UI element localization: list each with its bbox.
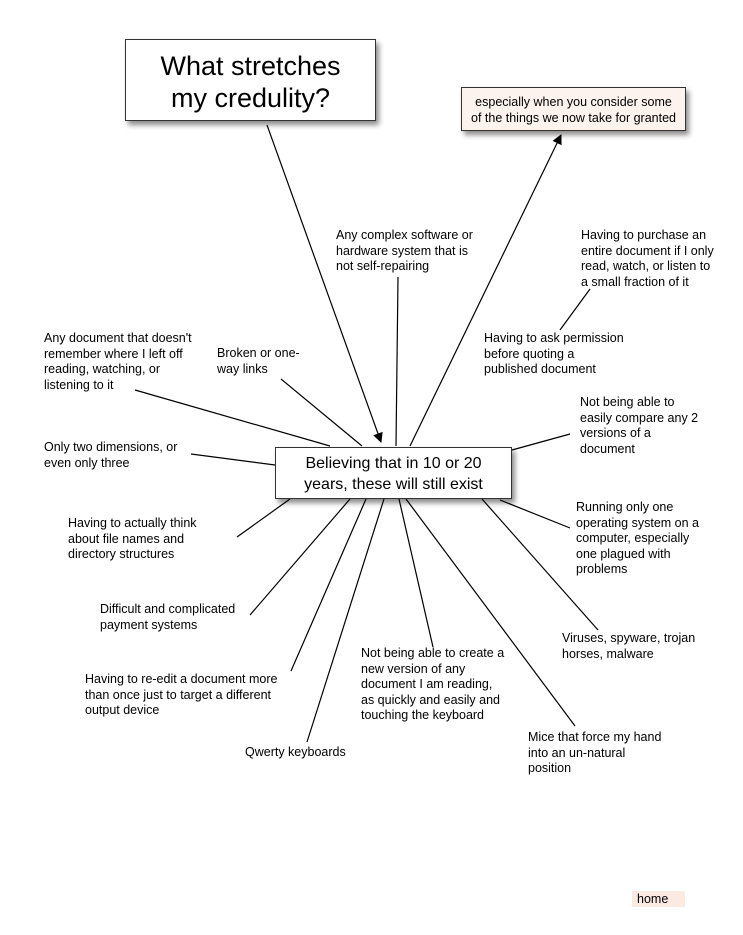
center-line-2: years, these will still exist <box>304 476 483 493</box>
item-payment-systems <box>100 602 235 633</box>
item-line: listening to it <box>44 377 114 392</box>
item-line: new version of any <box>361 661 466 676</box>
item-line: computer, especially <box>576 531 690 545</box>
line-complex-software <box>396 277 398 446</box>
item-line: Not being able to create a <box>361 646 505 660</box>
item-line: read, watch, or listen to <box>581 259 711 273</box>
item-line: position <box>528 761 572 775</box>
item-compare-versions <box>580 395 698 457</box>
item-line: Not being able to <box>580 395 675 409</box>
item-line: Any complex software or <box>336 228 473 242</box>
item-qwerty <box>245 745 346 761</box>
item-line: Running only one <box>576 500 674 514</box>
item-line: Having to re-edit a document more <box>85 672 278 686</box>
item-line: easily compare any 2 <box>580 410 699 425</box>
note-line-2: of the things we now take for granted <box>471 111 676 125</box>
arrow-title-to-center <box>267 125 381 442</box>
item-line: versions of a <box>580 426 651 440</box>
item-line: Broken or one- <box>217 346 300 360</box>
note-box <box>461 87 686 131</box>
item-line: Having to ask permission <box>484 331 624 345</box>
item-line: not self-repairing <box>336 259 430 273</box>
item-re-edit-document <box>85 672 277 719</box>
item-line: operating system on a <box>576 515 699 530</box>
item-line: document I am reading, <box>361 677 493 691</box>
item-complex-software <box>336 228 473 275</box>
item-one-operating-system <box>576 500 699 578</box>
item-broken-links <box>217 346 300 377</box>
item-purchase-entire-document <box>581 228 714 290</box>
item-line: one plagued with <box>576 546 671 561</box>
item-line: even only three <box>44 455 130 470</box>
item-line: Viruses, spyware, trojan <box>562 631 696 645</box>
item-line: Only two dimensions, or <box>44 440 178 454</box>
line-file-names <box>237 499 290 537</box>
item-viruses <box>562 631 695 662</box>
title-line-1: What stretches <box>160 51 341 81</box>
title-line-2: my credulity? <box>170 83 331 113</box>
item-line: published document <box>484 362 596 376</box>
line-compare-versions <box>512 434 570 450</box>
line-create-new-version <box>399 499 433 647</box>
line-document-remember <box>135 390 330 446</box>
item-line: touching the keyboard <box>361 708 485 722</box>
center-box <box>275 447 512 499</box>
item-document-remember <box>44 331 192 393</box>
item-line: Any document that doesn't <box>44 331 192 345</box>
note-line-1: especially when you consider some <box>475 95 672 109</box>
item-line: as quickly and easily and <box>361 692 500 707</box>
item-two-dimensions <box>44 440 177 471</box>
item-line: hardware system that is <box>336 243 468 258</box>
item-line: Having to actually think <box>68 516 197 530</box>
title-box <box>125 39 376 121</box>
center-line-1: Believing that in 10 or 20 <box>305 455 482 472</box>
item-create-new-version <box>361 646 504 724</box>
item-line: Difficult and complicated <box>100 602 236 616</box>
item-line: a small fraction of it <box>581 274 689 289</box>
item-line: directory structures <box>68 547 175 561</box>
item-line: Mice that force my hand <box>528 730 662 744</box>
item-unnatural-mice <box>528 730 661 777</box>
item-line: about file names and <box>68 531 185 546</box>
item-line: payment systems <box>100 617 198 632</box>
home-link[interactable]: home <box>632 891 685 907</box>
item-line: Having to purchase an <box>581 228 707 242</box>
item-line: remember where I left off <box>44 346 183 361</box>
item-line: than once just to target a different <box>85 687 272 702</box>
item-line: way links <box>217 361 268 376</box>
item-line: entire document if I only <box>581 243 714 258</box>
item-line: problems <box>576 562 628 576</box>
arrow-center-to-note <box>410 135 561 446</box>
item-line: horses, malware <box>562 646 654 661</box>
item-line: document <box>580 441 635 456</box>
item-line: before quoting a <box>484 346 575 361</box>
item-ask-permission <box>484 331 624 378</box>
item-line: output device <box>85 703 160 717</box>
item-line: Qwerty keyboards <box>245 745 346 759</box>
line-one-operating-system <box>500 500 570 528</box>
item-file-names <box>68 516 197 563</box>
item-line: reading, watching, or <box>44 362 161 376</box>
line-purchase-entire-document <box>560 289 590 330</box>
line-two-dimensions <box>191 454 275 465</box>
item-line: into an un-natural <box>528 745 626 760</box>
